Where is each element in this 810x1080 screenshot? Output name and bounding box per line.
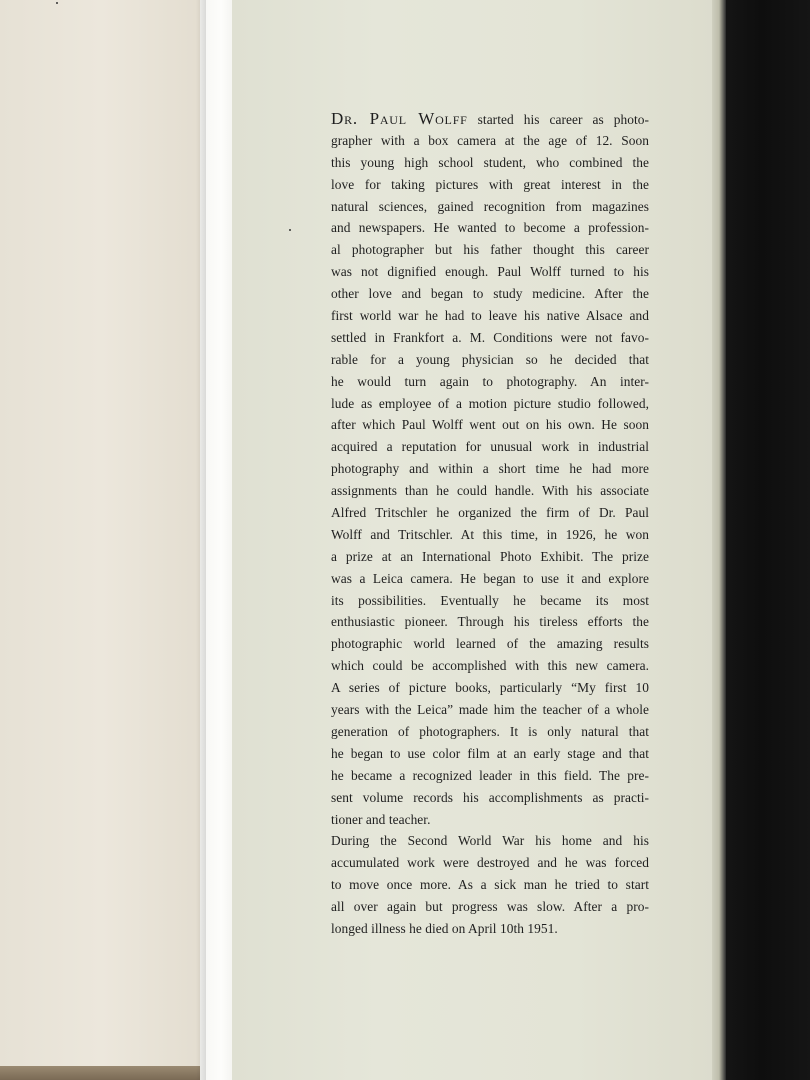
text-line: he would turn again to photography. An inter- [331, 373, 649, 389]
left-page-shadow [196, 0, 206, 1080]
text-line: to move once more. As a sick man he tried to start [331, 877, 649, 893]
page-edge [712, 0, 726, 1080]
text-line: a prize at an International Photo Exhibit. The prize [331, 548, 649, 564]
text-line: he began to use color film at an early stage and that [331, 745, 649, 761]
text-line: rable for a young physician so he decided that [331, 351, 649, 367]
text-line: photography and within a short time he had more [331, 461, 649, 477]
text-line: was a Leica camera. He began to use it and explore [331, 570, 649, 586]
text-line: Alfred Tritschler he organized the firm of Dr. Paul [331, 505, 649, 521]
text-line: grapher with a box camera at the age of 12. Soon [331, 132, 649, 148]
text-line: love for taking pictures with great interest in the [331, 176, 649, 192]
text-line: Dr. Paul Wolff started his career as photo- [331, 109, 649, 128]
text-line: after which Paul Wolff went out on his own. He soon [331, 417, 649, 433]
biography-text [331, 108, 649, 940]
left-page [0, 0, 204, 1080]
author-name: Dr. Paul Wolff [331, 109, 468, 128]
text-line: accumulated work were destroyed and he was forced [331, 855, 649, 871]
text-line: this young high school student, who combined the [331, 154, 649, 170]
text-line: enthusiastic pioneer. Through his tireless efforts the [331, 614, 649, 630]
text-line: its possibilities. Eventually he became its most [331, 592, 649, 608]
paper-speck [56, 2, 58, 4]
text-line: lude as employee of a motion picture studio followed, [331, 395, 649, 411]
text-line: photographic world learned of the amazing results [331, 636, 649, 652]
text-line: al photographer but his father thought this career [331, 242, 649, 258]
text-line: A series of picture books, particularly “My first 10 [331, 680, 649, 696]
text-line: all over again but progress was slow. After a pro- [331, 899, 649, 915]
text-line: years with the Leica” made him the teacher of a whole [331, 702, 649, 718]
text-line: Wolff and Tritschler. At this time, in 1926, he won [331, 526, 649, 542]
text-line: During the Second World War his home and his [331, 833, 649, 849]
text-line: was not dignified enough. Paul Wolff turned to his [331, 264, 649, 280]
text-line: generation of photographers. It is only natural that [331, 723, 649, 739]
left-page-bottom-edge [0, 1066, 204, 1080]
text-line: acquired a reputation for unusual work in industrial [331, 439, 649, 455]
text-line: and newspapers. He wanted to become a profession- [331, 220, 649, 236]
text-line: natural sciences, gained recognition from magazines [331, 198, 649, 214]
text-line: which could be accomplished with this new camera. [331, 658, 649, 674]
text-line: tioner and teacher. [331, 811, 431, 827]
text-line: first world war he had to leave his native Alsace and [331, 308, 649, 324]
text-line: settled in Frankfort a. M. Conditions were not favo- [331, 329, 649, 345]
text-line: he became a recognized leader in this field. The pre- [331, 767, 649, 783]
paper-speck [289, 229, 291, 231]
text-line: sent volume records his accomplishments as practi- [331, 789, 649, 805]
text-line: other love and began to study medicine. After the [331, 286, 649, 302]
text-line: longed illness he died on April 10th 1951. [331, 920, 558, 936]
text-line: assignments than he could handle. With his associate [331, 483, 649, 499]
